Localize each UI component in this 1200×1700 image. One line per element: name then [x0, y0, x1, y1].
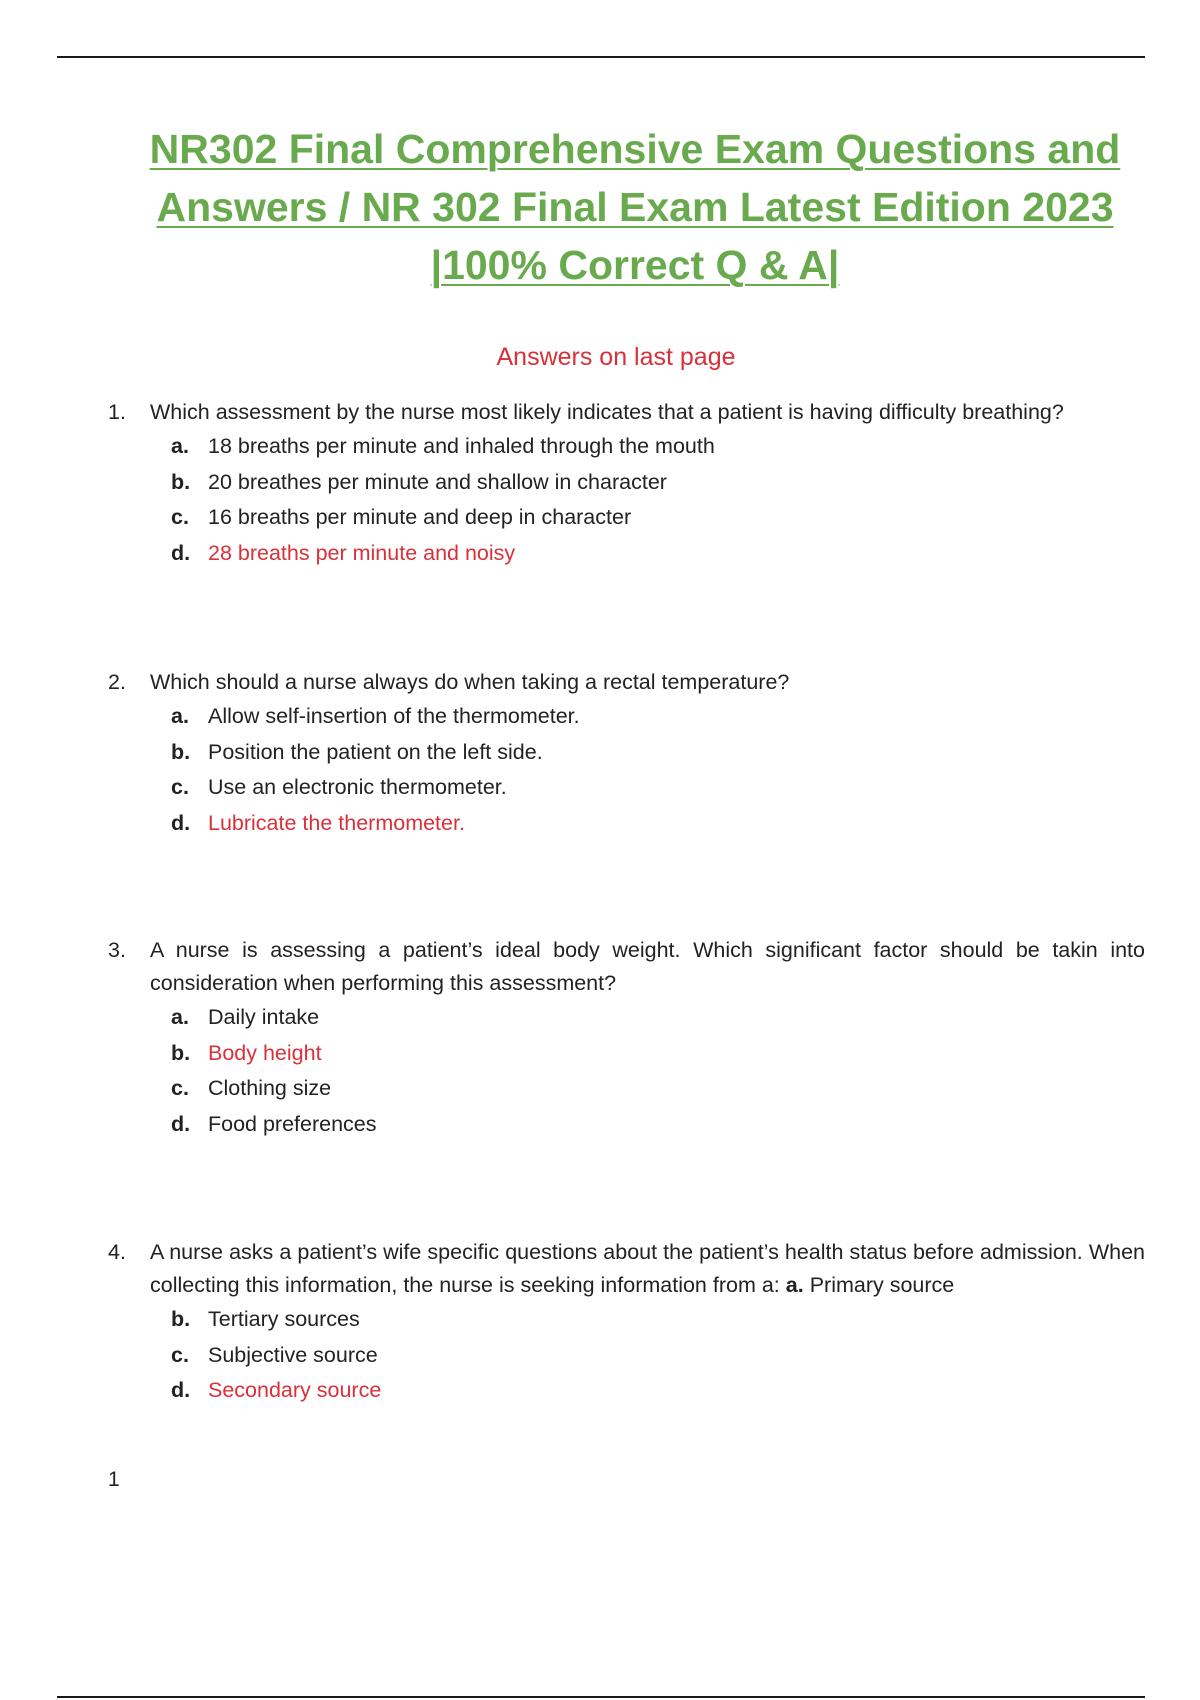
option-text: Body height	[208, 1040, 322, 1065]
option-text: 16 breaths per minute and deep in character	[208, 505, 632, 529]
option-text: Food preferences	[208, 1111, 377, 1136]
question-number: 1.	[108, 400, 126, 424]
option-text: 28 breaths per minute and noisy	[208, 540, 516, 565]
option-text: 20 breathes per minute and shallow in character	[208, 469, 667, 494]
option-text: Daily intake	[208, 1005, 320, 1029]
option-d	[108, 1107, 1145, 1143]
option-text: Subjective source	[208, 1342, 378, 1367]
option-letter: c.	[171, 505, 189, 529]
option-letter: d.	[171, 540, 191, 565]
option-letter: a.	[171, 1005, 189, 1029]
option-b-correct-answer	[108, 1036, 1145, 1072]
option-text: Tertiary sources	[208, 1307, 360, 1331]
question-1	[108, 396, 1145, 571]
option-d-correct-answer	[108, 1373, 1145, 1409]
option-letter: c.	[171, 775, 189, 799]
option-text: Lubricate the thermometer.	[208, 810, 465, 835]
option-a	[108, 429, 1145, 465]
question-text: Which assessment by the nurse most likely indicates that a patient is having difficulty breathing?	[150, 400, 1064, 424]
top-rule	[57, 56, 1145, 58]
option-letter: d.	[171, 1378, 191, 1402]
question-4	[108, 1236, 1145, 1409]
option-letter: a.	[171, 434, 189, 458]
option-letter: b.	[171, 739, 191, 764]
option-letter: b.	[171, 469, 191, 494]
option-text: Position the patient on the left side.	[208, 739, 543, 764]
option-letter: a.	[785, 1273, 804, 1297]
question-text	[150, 1236, 1145, 1302]
inline-option-text: Primary source	[809, 1273, 955, 1297]
question-number: 2.	[108, 670, 126, 694]
option-text: Allow self-insertion of the thermometer.	[208, 704, 580, 728]
answers-notice: Answers on last page	[496, 343, 736, 371]
bottom-rule	[57, 1696, 1145, 1698]
question-text: A nurse is assessing a patient’s ideal body weight. Which significant factor should be takin into consideration when performing this assessment?	[150, 938, 1145, 995]
question-stem: A nurse asks a patient’s wife specific questions about the patient’s health status before admission. When collecting this information, the nurse is seeking information from a:	[150, 1240, 1145, 1297]
page-number: 1	[108, 1468, 120, 1491]
option-letter: a.	[171, 704, 189, 728]
question-2	[108, 666, 1145, 841]
option-d-correct-answer	[108, 806, 1145, 842]
option-letter: c.	[171, 1076, 189, 1100]
question-text: Which should a nurse always do when taking a rectal temperature?	[150, 670, 790, 694]
option-letter: b.	[171, 1040, 191, 1065]
option-text: Clothing size	[208, 1076, 332, 1100]
option-b	[108, 1302, 1145, 1338]
option-text: Use an electronic thermometer.	[208, 775, 507, 799]
option-a	[108, 699, 1145, 735]
option-letter: c.	[171, 1342, 189, 1367]
option-c	[108, 770, 1145, 806]
option-text: Secondary source	[208, 1378, 382, 1402]
option-c	[108, 500, 1145, 536]
option-a	[108, 1000, 1145, 1036]
option-letter: b.	[171, 1307, 191, 1331]
question-number: 3.	[108, 938, 126, 962]
option-d-correct-answer	[108, 536, 1145, 572]
option-letter: d.	[171, 810, 191, 835]
option-c	[108, 1338, 1145, 1374]
option-letter: d.	[171, 1111, 191, 1136]
document-title: NR302 Final Comprehensive Exam Questions and Answers / NR 302 Final Exam Latest Edition 2023 |100% Correct Q & A|	[149, 126, 1121, 288]
option-b	[108, 735, 1145, 771]
option-c	[108, 1071, 1145, 1107]
question-number: 4.	[108, 1240, 126, 1264]
option-text: 18 breaths per minute and inhaled through the mouth	[208, 434, 715, 458]
question-3	[108, 934, 1145, 1142]
option-b	[108, 465, 1145, 501]
